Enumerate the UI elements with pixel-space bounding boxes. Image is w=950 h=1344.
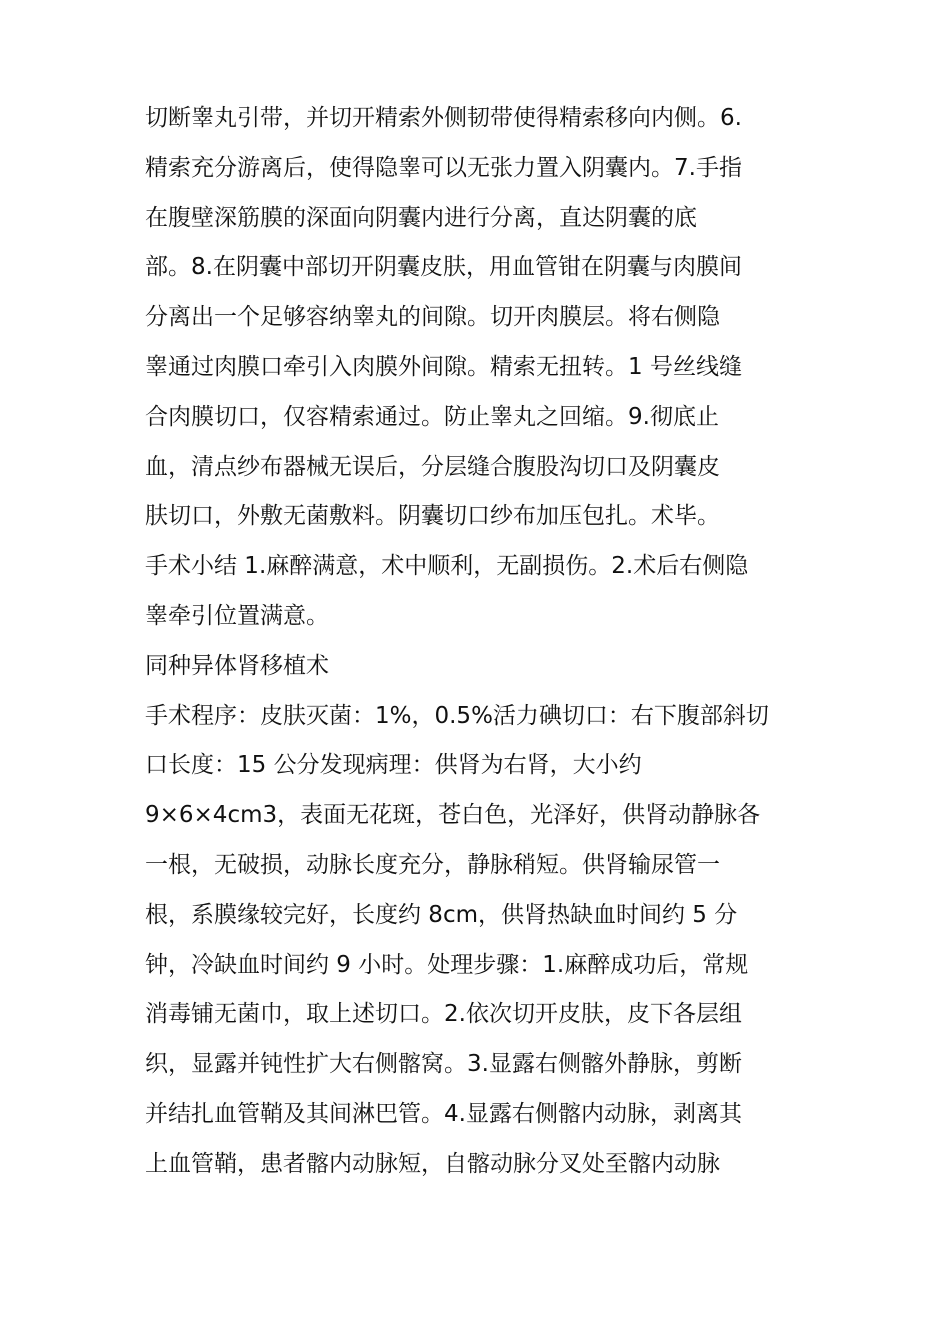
text-line: 精索充分游离后，使得隐睾可以无张力置入阴囊内。7.手指 (145, 154, 742, 181)
text-line: 手术小结 1.麻醉满意，术中顺利，无副损伤。2.术后右侧隐 (145, 553, 749, 580)
text-line: 合肉膜切口，仅容精索通过。防止睾丸之回缩。9.彻底止 (145, 403, 719, 430)
text-line: 分离出一个足够容纳睾丸的间隙。切开肉膜层。将右侧隐 (145, 304, 720, 331)
text-line: 血，清点纱布器械无误后，分层缝合腹股沟切口及阴囊皮 (145, 453, 720, 480)
body-text (145, 94, 815, 1190)
text-line: 消毒铺无菌巾，取上述切口。2.依次切开皮肤，皮下各层组 (145, 1001, 742, 1028)
text-line: 睾通过肉膜口牵引入肉膜外间隙。精索无扭转。1 号丝线缝 (145, 353, 742, 380)
text-line: 9×6×4cm3，表面无花斑，苍白色，光泽好，供肾动静脉各 (145, 802, 761, 829)
text-line: 织，显露并钝性扩大右侧髂窝。3.显露右侧髂外静脉，剪断 (145, 1051, 742, 1078)
text-line: 手术程序：皮肤灭菌：1%，0.5%活力碘切口：右下腹部斜切 (145, 702, 769, 729)
text-line: 肤切口，外敷无菌敷料。阴囊切口纱布加压包扎。术毕。 (145, 503, 720, 530)
text-line: 口长度：15 公分发现病理：供肾为右肾，大小约 (145, 752, 642, 779)
text-line: 切断睾丸引带，并切开精索外侧韧带使得精索移向内侧。6. (145, 105, 742, 131)
text-line: 并结扎血管鞘及其间淋巴管。4.显露右侧髂内动脉，剥离其 (145, 1100, 742, 1127)
text-line: 部。8.在阴囊中部切开阴囊皮肤，用血管钳在阴囊与肉膜间 (145, 254, 742, 281)
text-line: 钟，冷缺血时间约 9 小时。处理步骤：1.麻醉成功后，常规 (145, 951, 749, 978)
text-line: 上血管鞘，患者髂内动脉短，自髂动脉分叉处至髂内动脉 (145, 1150, 720, 1177)
text-line: 在腹壁深筋膜的深面向阴囊内进行分离，直达阴囊的底 (145, 204, 697, 231)
text-line: 睾牵引位置满意。 (145, 602, 329, 629)
text-line: 一根，无破损，动脉长度充分，静脉稍短。供肾输尿管一 (145, 851, 720, 878)
text-line: 根，系膜缘较完好，长度约 8cm，供肾热缺血时间约 5 分 (145, 901, 738, 928)
section-heading: 同种异体肾移植术 (145, 652, 329, 679)
